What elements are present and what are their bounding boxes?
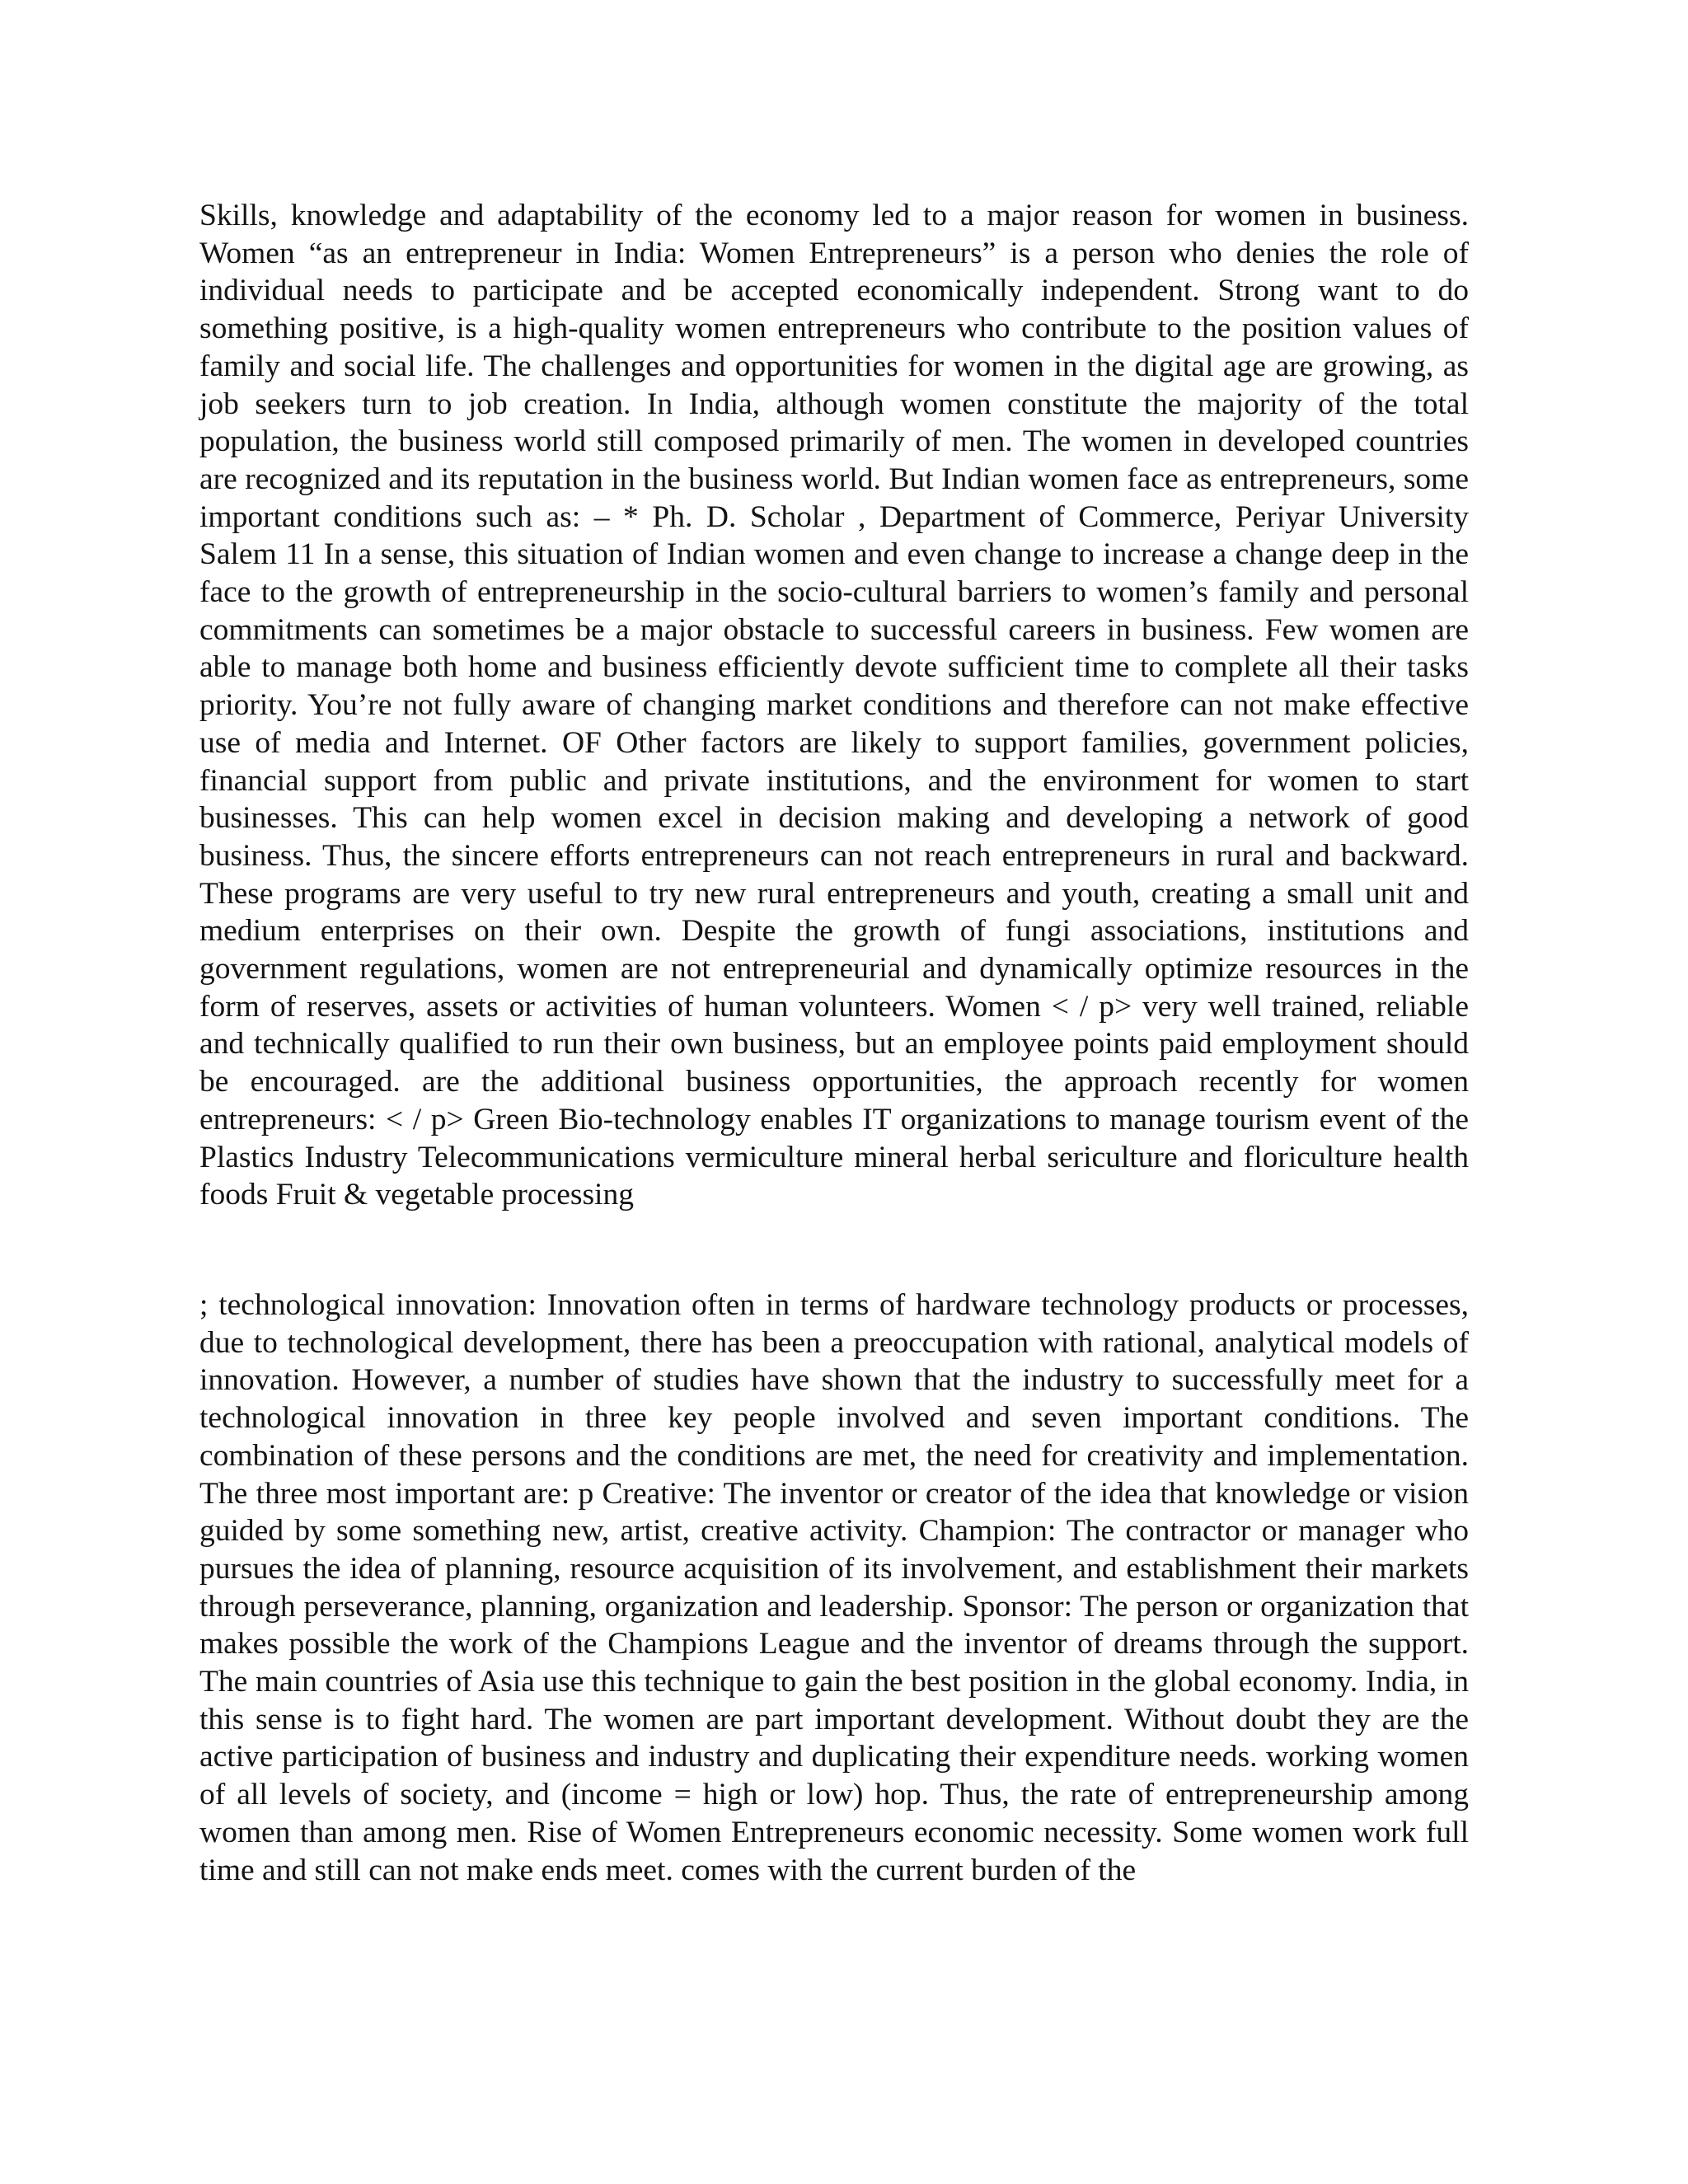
body-paragraph-1: Skills, knowledge and adaptability of the economy led to a major reason for women in business. Women “as an entrepreneur in India: Women Entrepreneurs” is a person who denies the role of individual needs to participate and be accepted economically independent. Strong want to do something positive, is a high-quality women entrepreneurs who contribute to the position values of family and social life. The challenges and opportunities for women in the digital age are growing, as job seekers turn to job creation. In India, although women constitute the majority of the total population, the business world still composed primarily of men. The women in developed countries are recognized and its reputation in the business world. But Indian women face as entrepreneurs, some important conditions such as: – * Ph. D. Scholar , Department of Commerce, Periyar University Salem 11 In a sense, this situation of Indian women and even change to increase a change deep in the face to the growth of entrepreneurship in the socio-cultural barriers to women’s family and personal commitments can sometimes be a major obstacle to successful careers in business. Few women are able to manage both home and business efficiently devote sufficient time to complete all their tasks priority. You’re not fully aware of changing market conditions and therefore can not make effective use of media and Internet. OF Other factors are likely to support families, government policies, financial support from public and private institutions, and the environment for women to start businesses. This can help women excel in decision making and developing a network of good business. Thus, the sincere efforts entrepreneurs can not reach entrepreneurs in rural and backward. These programs are very useful to try new rural entrepreneurs and youth, creating a small unit and medium enterprises on their own. Despite the growth of fungi associations, institutions and government regulations, women are not entrepreneurial and dynamically optimize resources in the form of reserves, assets or activities of human volunteers. Women < / p> very well trained, reliable and technically qualified to run their own business, but an employee points paid employment should be encouraged. are the additional business opportunities, the approach recently for women entrepreneurs: < / p> Green Bio-technology enables IT organizations to manage tourism event of the Plastics Industry Telecommunications vermiculture mineral herbal sericulture and floriculture health foods Fruit & vegetable processing [199, 199, 1469, 1212]
body-paragraph-2: ; technological innovation: Innovation often in terms of hardware technology products or processes, due to technological development, there has been a preoccupation with rational, analytical models of innovation. However, a number of studies have shown that the industry to successfully meet for a technological innovation in three key people involved and seven important conditions. The combination of these persons and the conditions are met, the need for creativity and implementation. The three most important are: p Creative: The inventor or creator of the idea that knowledge or vision guided by some something new, artist, creative activity. Champion: The contractor or manager who pursues the idea of planning, resource acquisition of its involvement, and establishment their markets through perseverance, planning, organization and leadership. Sponsor: The person or organization that makes possible the work of the Champions League and the inventor of dreams through the support. The main countries of Asia use this technique to gain the best position in the global economy. India, in this sense is to fight hard. The women are part important development. Without doubt they are the active participation of business and industry and duplicating their expenditure needs. working women of all levels of society, and (income = high or low) hop. Thus, the rate of entrepreneurship among women than among men. Rise of Women Entrepreneurs economic necessity. Some women work full time and still can not make ends meet. comes with the current burden of the [199, 1288, 1469, 1887]
